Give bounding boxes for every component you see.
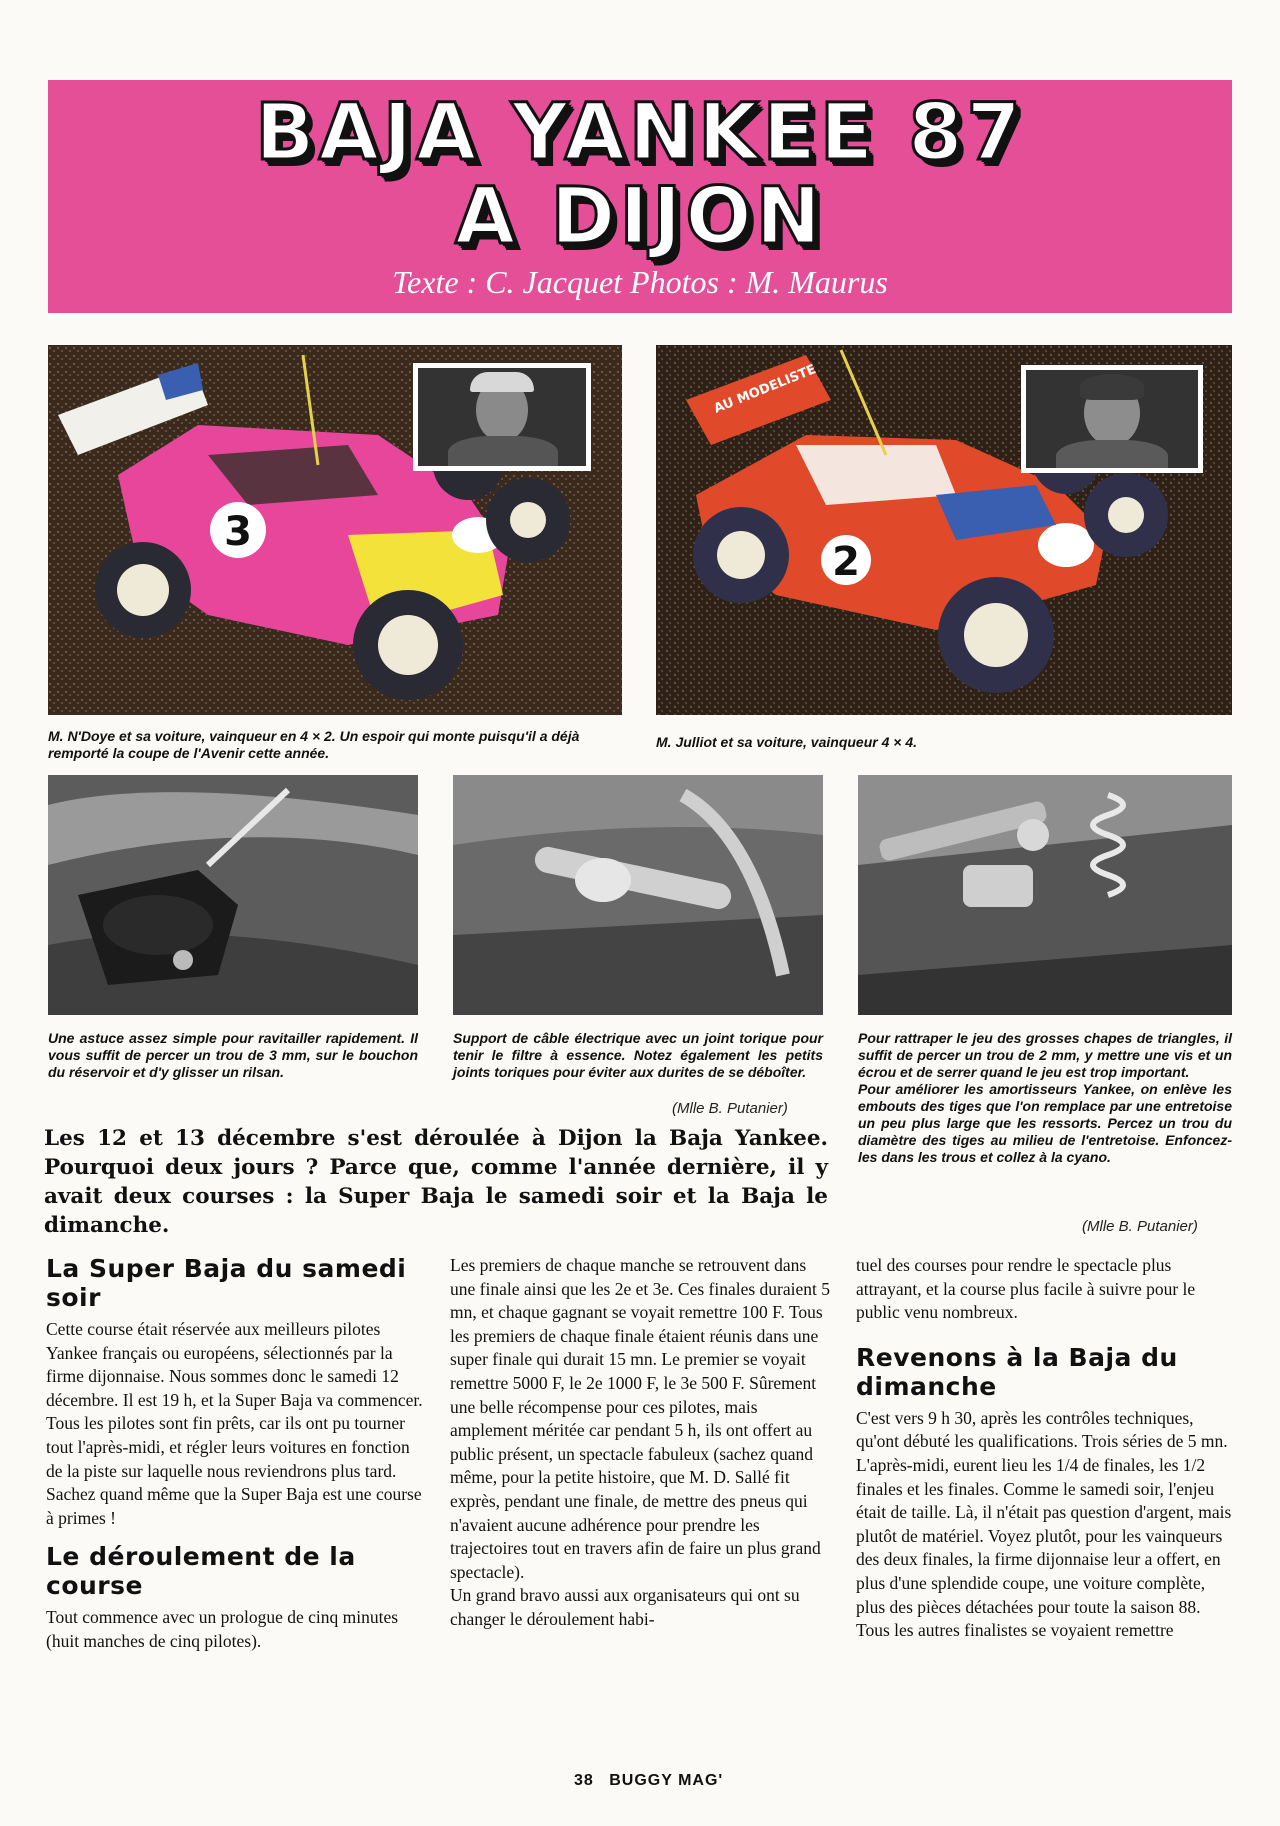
magazine-name: BUGGY MAG' bbox=[609, 1772, 724, 1789]
photo-car-2 bbox=[656, 345, 1232, 715]
section-heading-super-baja: La Super Baja du samedi soir bbox=[46, 1254, 407, 1312]
article-credits: Texte : C. Jacquet Photos : M. Maurus bbox=[392, 264, 888, 300]
paragraph: Tout commence avec un prologue de cinq minutes (huit manches de cinq pilotes). bbox=[46, 1607, 399, 1651]
caption-detail-cable-support: Support de câble électrique avec un joint torique pour tenir le filtre à essence. Notez également les petits joints toriques pour éviter aux durites de se déboîter. bbox=[453, 1030, 823, 1080]
article-title-line1: BAJA YANKEE 87 bbox=[255, 88, 1025, 178]
caption-detail-shock-absorber: Pour rattraper le jeu des grosses chapes de triangles, il suffit de percer un trou de 2 mm, y mettre une vis et un écrou et de serrer quand le jeu est trop important. Pour améliorer les amortisseurs Yankee, on enlève les embouts des tiges que l'on remplace par une entretoise un peu plus large que les ressorts. Percez un trou du diamètre des tiges au milieu de l'entretoise. Enfoncez-les dans les trous et collez à la cyano. bbox=[858, 1030, 1232, 1165]
title-banner bbox=[48, 80, 1232, 313]
article-column-1 bbox=[46, 1254, 426, 1654]
photo-detail-shock-absorber bbox=[858, 775, 1232, 1015]
caption-car-2: M. Julliot et sa voiture, vainqueur 4 × 4. bbox=[656, 734, 918, 750]
paragraph: Un grand bravo aussi aux organisateurs qui ont su changer le déroulement habi- bbox=[450, 1585, 800, 1629]
caption-detail-fuel-cap: Une astuce assez simple pour ravitailler rapidement. Il vous suffit de percer un trou de 3 mm, sur le bouchon du réservoir et d'y glisser un rilsan. bbox=[48, 1030, 418, 1080]
paragraph: Cette course était réservée aux meilleurs pilotes Yankee français ou européens, sélectionnés par la firme dijonnaise. Nous sommes donc le samedi 12 décembre. Il est 19 h, et la Super Baja va commencer. Tous les pilotes sont fin prêts, car ils ont pu tourner tout l'après-midi, et régler leurs voitures en fonction de la piste sur laquelle nous reviendrons plus tard. bbox=[46, 1319, 423, 1481]
inset-portrait-ndoye bbox=[413, 363, 591, 471]
car-number-3: 3 bbox=[224, 509, 252, 555]
paragraph: Les premiers de chaque manche se retrouvent dans une finale ainsi que les 2e et 3e. Ces finales duraient 5 mn, et chaque gagnant se voyait remettre 100 F. Tous les premiers de chaque finale étaient réunis dans une super finale qui durait 15 mn. Le premier se voyait remettre 5000 F, le 2e 1000 F, le 3e 500 F. Sûrement une belle récompense pour ces pilotes, mais amplement méritée car pendant 5 h, ils ont offert au public présent, un spectacle fabuleux (sachez quand même, pour la petite histoire, que M. D. Sallé fit exprès, pendant une finale, de mettre des pneus qui n'avaient aucune adhérence pour prendre les trajectoires tout en travers afin de faire un plus grand spectacle). bbox=[450, 1255, 831, 1582]
photo-detail-cable-support bbox=[453, 775, 823, 1015]
photo-credit-detail2: (Mlle B. Putanier) bbox=[672, 1100, 788, 1117]
article-column-3 bbox=[856, 1254, 1236, 1643]
caption-car-3: M. N'Doye et sa voiture, vainqueur en 4 × 2. Un espoir qui monte puisqu'il a déjà remporté la coupe de l'Avenir cette année. bbox=[48, 728, 580, 761]
article-column-2 bbox=[450, 1254, 830, 1632]
inset-portrait-julliot bbox=[1021, 365, 1203, 473]
section-heading-deroulement: Le déroulement de la course bbox=[46, 1542, 356, 1601]
article-lead: Les 12 et 13 décembre s'est déroulée à Dijon la Baja Yankee. Pourquoi deux jours ? Parce que, comme l'année dernière, il y avait deux courses : la Super Baja le samedi soir et la Baja le dimanche. bbox=[44, 1126, 828, 1238]
paragraph: tuel des courses pour rendre le spectacle plus attrayant, et la course plus facile à suivre pour le public venu nombreux. bbox=[856, 1255, 1196, 1323]
wing-sponsor-text: AU MODELISTE bbox=[711, 362, 819, 417]
photo-credit-detail3: (Mlle B. Putanier) bbox=[1082, 1218, 1198, 1235]
page-footer bbox=[574, 1772, 723, 1790]
paragraph: Sachez quand même que la Super Baja est une course à primes ! bbox=[46, 1484, 422, 1528]
page-number: 38 bbox=[574, 1772, 594, 1789]
paragraph: C'est vers 9 h 30, après les contrôles techniques, qu'ont débuté les qualifications. Trois séries de 5 mn. L'après-midi, eurent lieu les 1/4 de finales, les 1/2 finales et les finales. Comme le samedi soir, l'enjeu était de taille. Là, il n'était pas question d'argent, mais plutôt de matériel. Voyez plutôt, pour les vainqueurs des deux finales, la firme dijonnaise leur a offert, en plus d'une splendide coupe, une voiture complète, plus des pièces détachées pour toute la saison 88. Tous les autres finalistes se voyaient remettre bbox=[856, 1407, 1232, 1641]
article-title-line2: A DIJON bbox=[455, 172, 825, 262]
photo-car-3 bbox=[48, 345, 622, 715]
photo-detail-fuel-cap bbox=[48, 775, 418, 1015]
car-number-2: 2 bbox=[832, 539, 860, 585]
section-heading-baja-dimanche: Revenons à la Baja du dimanche bbox=[856, 1342, 1178, 1401]
